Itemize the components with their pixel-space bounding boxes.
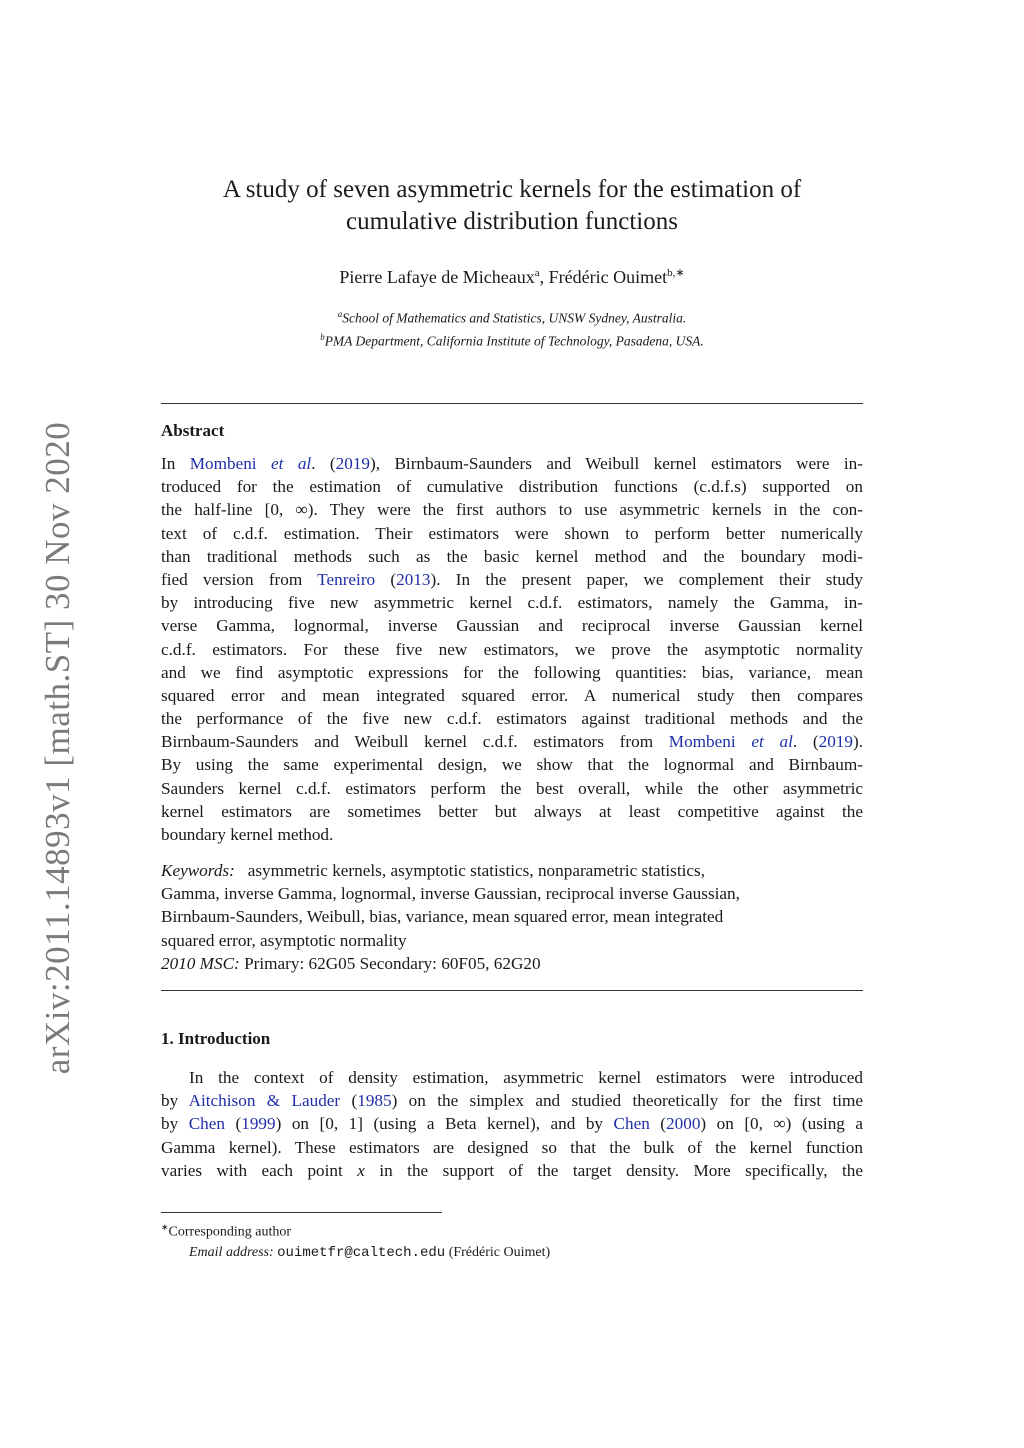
title-line-1: A study of seven asymmetric kernels for the estimation of (222, 176, 802, 203)
affiliation (160, 328, 864, 351)
citation-link[interactable] (669, 732, 793, 751)
text-run: ) on [0, ∞) (using a (700, 1114, 864, 1134)
citation-link[interactable]: Chen (613, 1114, 650, 1134)
text-run: ( (224, 1114, 242, 1134)
affiliation-mark: a (337, 309, 343, 319)
abstract-line: Saunders kernel c.d.f. estimators perform the best overall, while the other asymmetric (161, 778, 863, 798)
abstract-line: than traditional methods such as the basic kernel method and the boundary modi- (161, 546, 863, 566)
abstract-line: verse Gamma, lognormal, inverse Gaussian and reciprocal inverse Gaussian kernel (161, 616, 863, 636)
abstract-line: squared error and mean integrated squared error. A numerical study then compares (161, 685, 863, 705)
text-run: in the support of the target density. More specifically, the (364, 1160, 863, 1180)
citation-author: Mombeni (189, 454, 271, 473)
text-run: ), Birnbaum-Saunders and Weibull kernel estimators were in- (370, 454, 863, 473)
author-name: Frédéric Ouimet (548, 267, 668, 287)
email-owner: (Frédéric Ouimet) (448, 1244, 551, 1260)
citation-author: Mombeni (668, 732, 752, 752)
text-run: . ( (311, 454, 336, 473)
text-run: Birnbaum-Saunders and Weibull kernel c.d.f. estimators from (161, 732, 669, 752)
text-run: In (161, 454, 190, 473)
footnote-rule (161, 1212, 442, 1213)
text-run: by (161, 1114, 189, 1134)
author-affil-mark: a (534, 267, 540, 279)
citation-year-link[interactable]: 1999 (241, 1114, 276, 1134)
citation-year-link[interactable]: 2000 (666, 1114, 701, 1134)
footnote-text: Corresponding author (168, 1224, 292, 1240)
text-run: ). In the present paper, we complement their study (430, 569, 863, 589)
intro-line: In the context of density estimation, asymmetric kernel estimators were introduced (189, 1068, 863, 1087)
citation-year-link[interactable]: 2013 (396, 569, 431, 589)
math-variable: x (357, 1160, 365, 1180)
abstract-line (161, 730, 863, 753)
text-run: ( (375, 569, 397, 589)
citation-etal: et al (271, 454, 312, 473)
abstract-line: c.d.f. estimators. For these five new estimators, we prove the asymptotic normality (161, 639, 863, 659)
msc-line (161, 952, 863, 975)
text-run: varies with each point (161, 1160, 358, 1180)
affiliation-mark: b (320, 331, 325, 342)
text-run: ). (852, 732, 863, 752)
intro-line (161, 1089, 863, 1112)
citation-year-link[interactable]: 1985 (357, 1091, 392, 1111)
text-run: ( (340, 1091, 358, 1111)
arxiv-stamp: arXiv:2011.14893v1 [math.ST] 30 Nov 2020 (38, 421, 77, 1075)
affiliation (160, 305, 864, 328)
citation-etal: et al (751, 732, 793, 752)
affiliations (160, 305, 864, 350)
author-separator: , (539, 267, 549, 287)
footnote-mark: ∗ (161, 1222, 169, 1232)
citation-link[interactable]: Tenreiro (317, 569, 376, 589)
msc-text: Primary: 62G05 Secondary: 60F05, 62G20 (239, 953, 541, 973)
email-label: Email address: (189, 1244, 274, 1260)
abstract-body (161, 452, 863, 846)
text-run: ) on [0, 1] (using a Beta kernel), and by (275, 1114, 614, 1134)
abstract-line: and we find asymptotic expressions for the following quantities: bias, variance, mean (161, 662, 863, 682)
intro-line (161, 1112, 863, 1135)
abstract-line: By using the same experimental design, we show that the lognormal and Birnbaum- (161, 755, 863, 775)
citation-year-link[interactable]: 2019 (818, 732, 853, 752)
affiliation-text: PMA Department, California Institute of Technology, Pasadena, USA. (324, 333, 704, 348)
abstract-line (161, 452, 863, 475)
abstract-heading: Abstract (161, 421, 225, 440)
text-run: fied version from (161, 569, 318, 589)
keywords-label: Keywords: (161, 861, 235, 880)
footnote-email-line (161, 1243, 861, 1263)
author-list (160, 266, 864, 288)
text-run: by (161, 1091, 189, 1111)
keywords-text: asymmetric kernels, asymptotic statistics, nonparametric statistics, (247, 861, 705, 880)
introduction-body (161, 1066, 863, 1182)
text-run: ) on the simplex and studied theoretically for the first time (391, 1091, 864, 1111)
keywords-line (161, 859, 863, 882)
footnote (161, 1217, 861, 1263)
abstract-line: boundary kernel method. (161, 825, 334, 844)
paper-title (160, 174, 864, 238)
author-affil-mark: b,∗ (667, 267, 685, 279)
citation-year-link[interactable]: 2019 (335, 454, 371, 473)
text-run: ( (649, 1114, 667, 1134)
email-address[interactable]: ouimetfr@caltech.edu (277, 1244, 446, 1261)
msc-label: 2010 MSC: (161, 953, 240, 973)
affiliation-text: School of Mathematics and Statistics, UNSW Sydney, Australia. (342, 310, 687, 326)
intro-line (161, 1159, 863, 1182)
author-name: Pierre Lafaye de Micheaux (339, 267, 535, 287)
abstract-line: by introducing five new asymmetric kernel c.d.f. estimators, namely the Gamma, in- (161, 593, 863, 613)
keywords-line: Gamma, inverse Gamma, lognormal, inverse Gaussian, reciprocal inverse Gaussian, (161, 884, 740, 904)
citation-link[interactable]: Chen (188, 1114, 225, 1134)
abstract-line: kernel estimators are sometimes better but always at least competitive against the (161, 801, 863, 821)
abstract-line: the performance of the five new c.d.f. estimators against traditional methods and the (161, 709, 863, 729)
footnote-corresponding (161, 1217, 861, 1243)
abstract-line (161, 568, 863, 591)
intro-line: Gamma kernel). These estimators are designed so that the bulk of the kernel function (161, 1137, 863, 1157)
abstract-line: troduced for the estimation of cumulative distribution functions (c.d.f.s) supported on (161, 477, 863, 497)
keywords-line: squared error, asymptotic normality (161, 930, 407, 950)
abstract-line: text of c.d.f. estimation. Their estimators were shown to perform better numerically (161, 523, 863, 543)
keywords-block (161, 859, 863, 975)
title-line-2: cumulative distribution functions (346, 208, 678, 235)
citation-link[interactable] (190, 454, 311, 473)
section-heading-introduction: 1. Introduction (161, 1029, 271, 1048)
text-run: . ( (792, 732, 819, 752)
abstract-line: the half-line [0, ∞). They were the first authors to use asymmetric kernels in the con- (161, 500, 863, 520)
bottom-divider (161, 990, 863, 991)
top-divider (161, 403, 863, 404)
citation-link[interactable]: Aitchison & Lauder (188, 1091, 341, 1111)
keywords-line: Birnbaum-Saunders, Weibull, bias, variance, mean squared error, mean integrated (161, 907, 724, 927)
